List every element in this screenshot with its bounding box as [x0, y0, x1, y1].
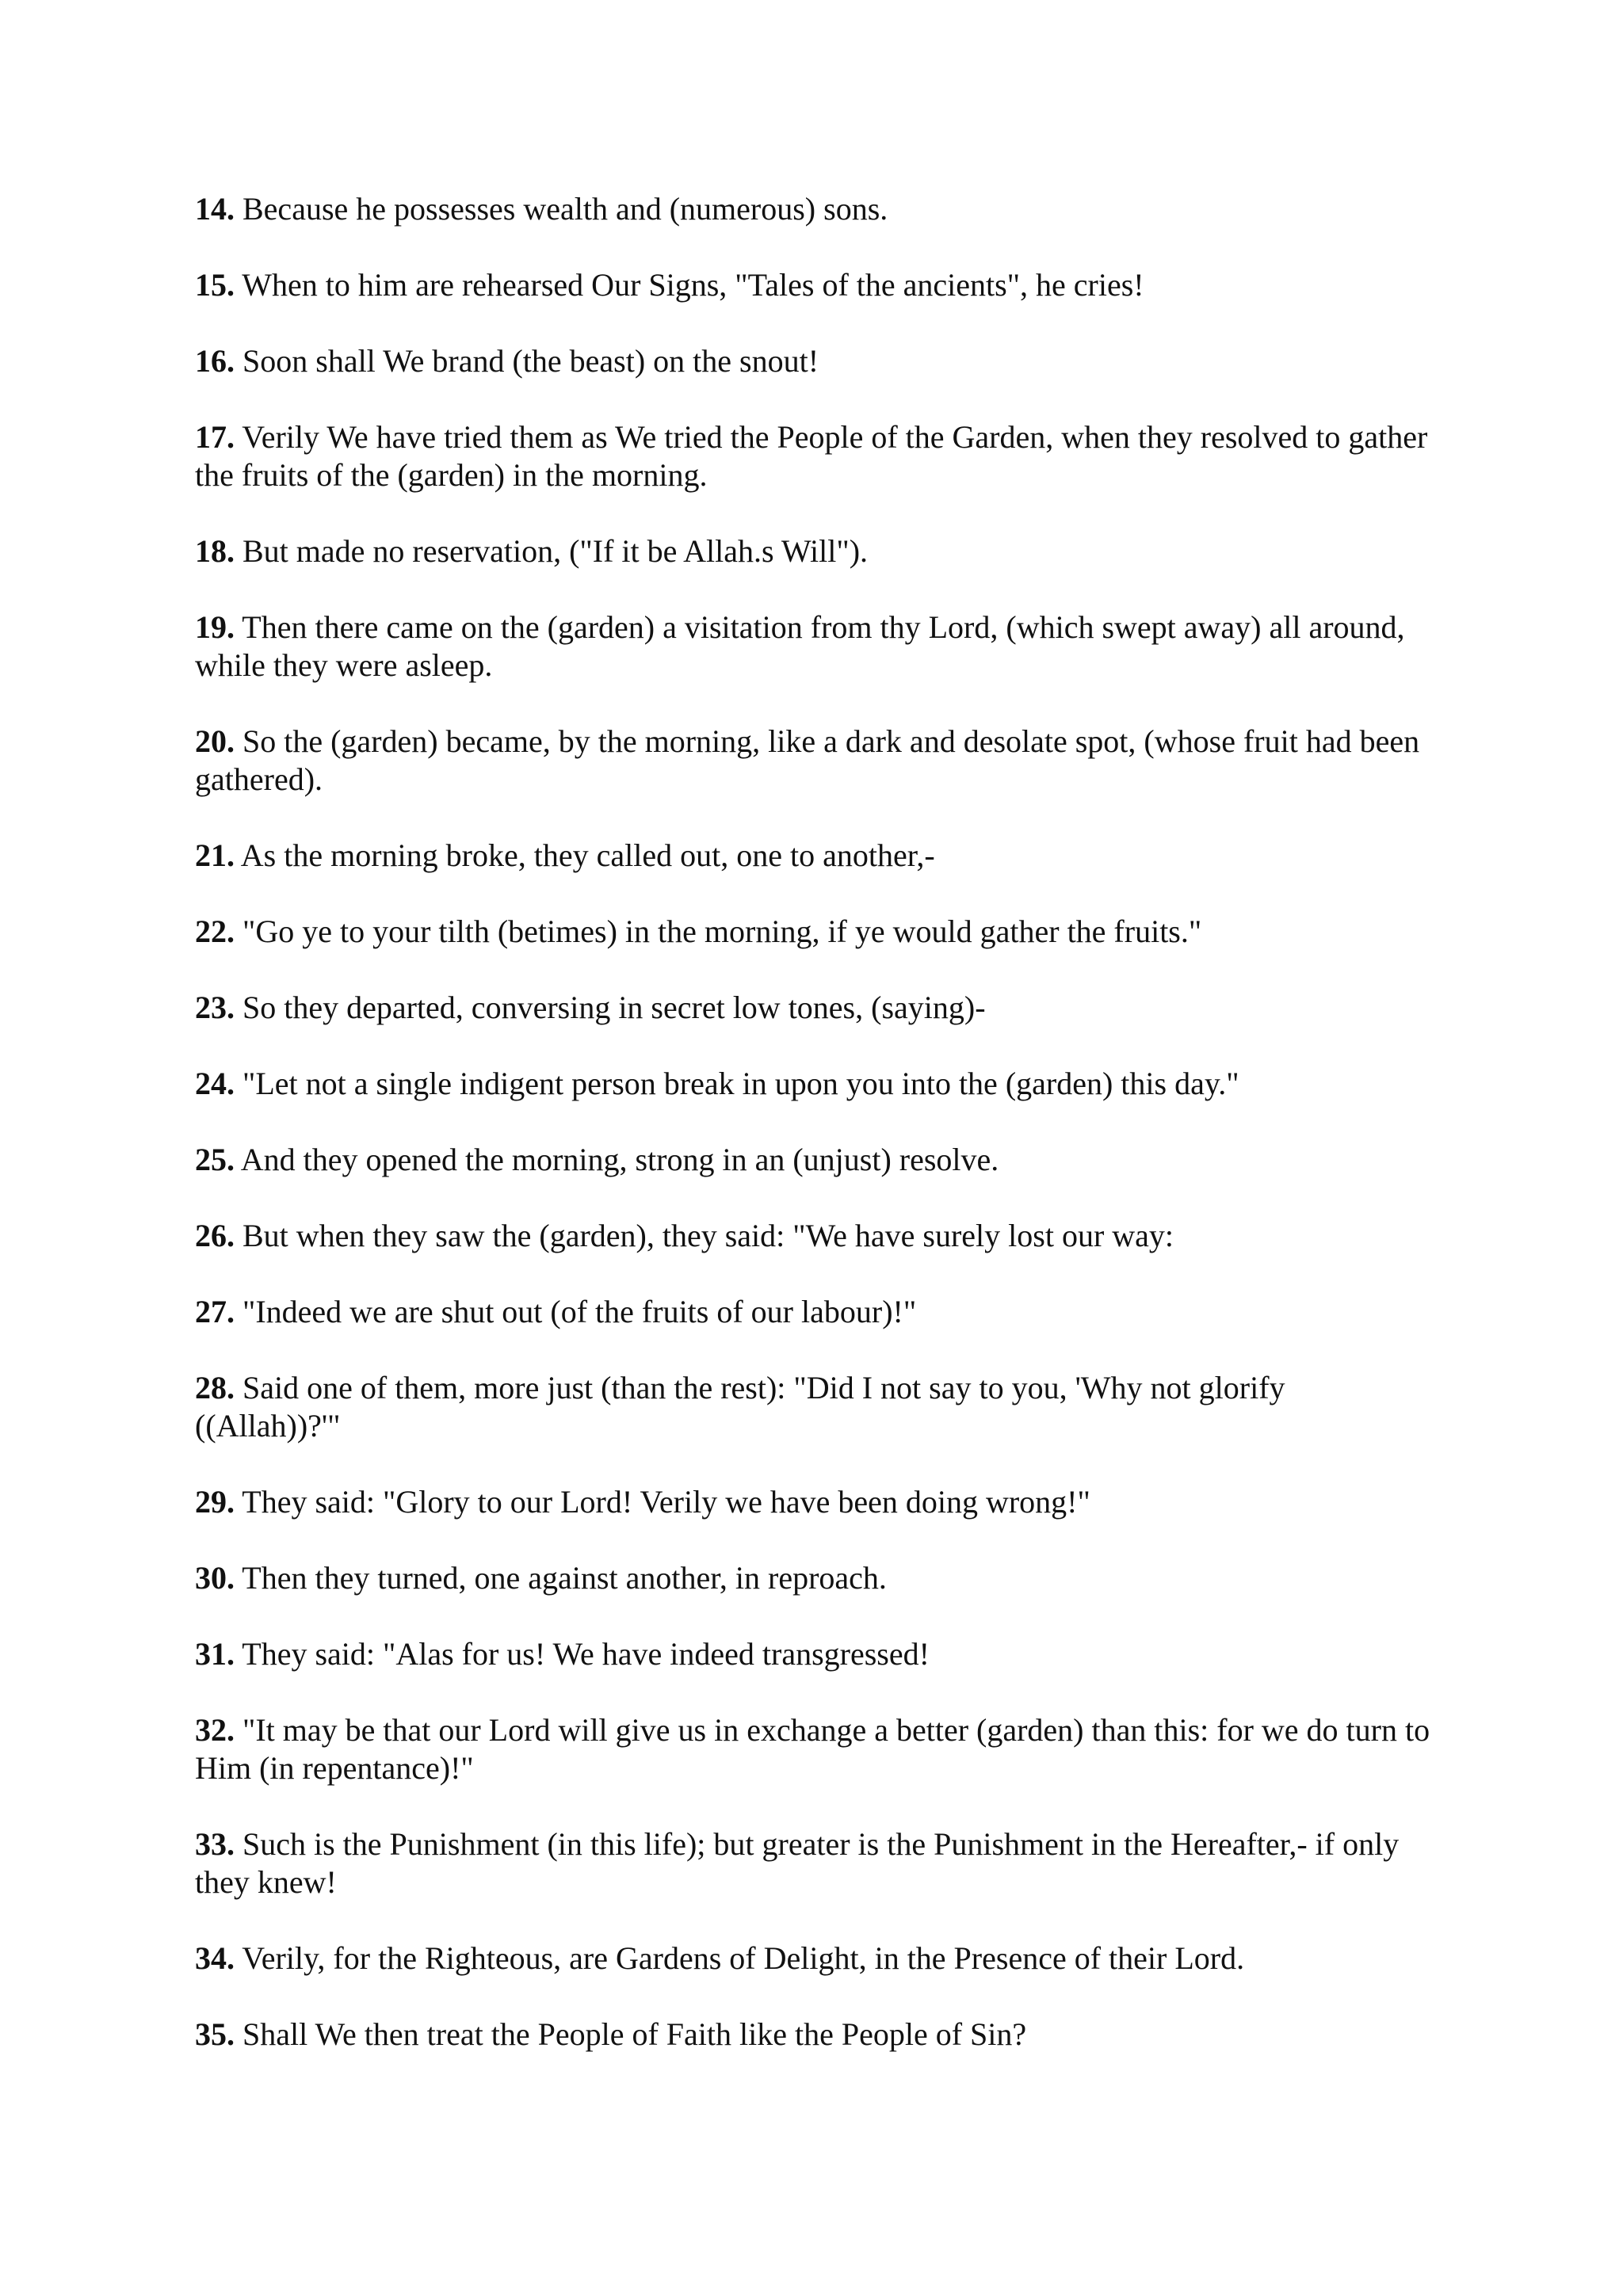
verse-item	[195, 1217, 1431, 1255]
verse-item	[195, 342, 1431, 380]
verse-item	[195, 1483, 1431, 1521]
verse-number: 33.	[195, 1826, 235, 1862]
verse-item	[195, 989, 1431, 1027]
verse-number: 34.	[195, 1940, 235, 1976]
verse-text: Because he possesses wealth and (numerous) sons.	[235, 191, 888, 227]
verse-number: 32.	[195, 1712, 235, 1748]
verse-text: Shall We then treat the People of Faith like the People of Sin?	[235, 2016, 1027, 2052]
verse-text: Said one of them, more just (than the rest): "Did I not say to you, 'Why not glorify ((Allah))?'"	[195, 1370, 1285, 1444]
verse-number: 20.	[195, 723, 235, 759]
verse-item	[195, 837, 1431, 875]
verse-text: And they opened the morning, strong in an (unjust) resolve.	[235, 1142, 999, 1177]
verse-number: 27.	[195, 1294, 235, 1329]
verse-number: 35.	[195, 2016, 235, 2052]
verse-item	[195, 1293, 1431, 1331]
verse-text: When to him are rehearsed Our Signs, "Tales of the ancients", he cries!	[235, 267, 1144, 303]
verse-text: But made no reservation, ("If it be Allah.s Will").	[235, 533, 869, 569]
verse-text: Soon shall We brand (the beast) on the snout!	[235, 343, 819, 379]
verse-list	[195, 190, 1431, 2092]
verse-item	[195, 1635, 1431, 1673]
verse-item	[195, 266, 1431, 304]
verse-number: 19.	[195, 609, 235, 645]
verse-item	[195, 418, 1431, 494]
verse-item	[195, 532, 1431, 570]
verse-text: Then there came on the (garden) a visitation from thy Lord, (which swept away) all around, while they were asleep.	[195, 609, 1405, 683]
verse-number: 30.	[195, 1560, 235, 1596]
verse-number: 22.	[195, 913, 235, 949]
verse-number: 23.	[195, 990, 235, 1025]
verse-number: 29.	[195, 1484, 235, 1520]
verse-text: So they departed, conversing in secret low tones, (saying)-	[235, 990, 986, 1025]
verse-item	[195, 913, 1431, 951]
verse-number: 28.	[195, 1370, 235, 1405]
verse-item	[195, 1939, 1431, 1978]
verse-text: They said: "Glory to our Lord! Verily we have been doing wrong!"	[235, 1484, 1090, 1520]
verse-item	[195, 2016, 1431, 2054]
verse-number: 21.	[195, 837, 235, 873]
verse-number: 17.	[195, 419, 235, 455]
verse-text: But when they saw the (garden), they said: "We have surely lost our way:	[235, 1218, 1174, 1253]
verse-text: Such is the Punishment (in this life); but greater is the Punishment in the Hereafter,- if only they knew!	[195, 1826, 1400, 1900]
verse-text: So the (garden) became, by the morning, like a dark and desolate spot, (whose fruit had been gathered).	[195, 723, 1420, 797]
verse-text: "Let not a single indigent person break in upon you into the (garden) this day."	[235, 1066, 1239, 1101]
verse-item	[195, 1141, 1431, 1179]
verse-item	[195, 1559, 1431, 1597]
verse-number: 15.	[195, 267, 235, 303]
verse-number: 18.	[195, 533, 235, 569]
verse-text: They said: "Alas for us! We have indeed transgressed!	[235, 1636, 930, 1672]
verse-item	[195, 1711, 1431, 1787]
verse-item	[195, 1825, 1431, 1901]
verse-text: "Go ye to your tilth (betimes) in the morning, if ye would gather the fruits."	[235, 913, 1202, 949]
verse-text: As the morning broke, they called out, one to another,-	[235, 837, 935, 873]
verse-text: "It may be that our Lord will give us in exchange a better (garden) than this: for we do turn to Him (in repentance)!"	[195, 1712, 1430, 1786]
verse-text: "Indeed we are shut out (of the fruits of our labour)!"	[235, 1294, 917, 1329]
verse-number: 25.	[195, 1142, 235, 1177]
verse-text: Verily, for the Righteous, are Gardens of Delight, in the Presence of their Lord.	[235, 1940, 1245, 1976]
verse-number: 26.	[195, 1218, 235, 1253]
verse-number: 14.	[195, 191, 235, 227]
verse-item	[195, 1065, 1431, 1103]
verse-number: 31.	[195, 1636, 235, 1672]
verse-text: Then they turned, one against another, in reproach.	[235, 1560, 887, 1596]
verse-item	[195, 1369, 1431, 1445]
verse-number: 16.	[195, 343, 235, 379]
verse-text: Verily We have tried them as We tried the People of the Garden, when they resolved to gather the fruits of the (garden) in the morning.	[195, 419, 1428, 493]
verse-item	[195, 723, 1431, 799]
verse-item	[195, 190, 1431, 228]
verse-number: 24.	[195, 1066, 235, 1101]
verse-item	[195, 608, 1431, 685]
